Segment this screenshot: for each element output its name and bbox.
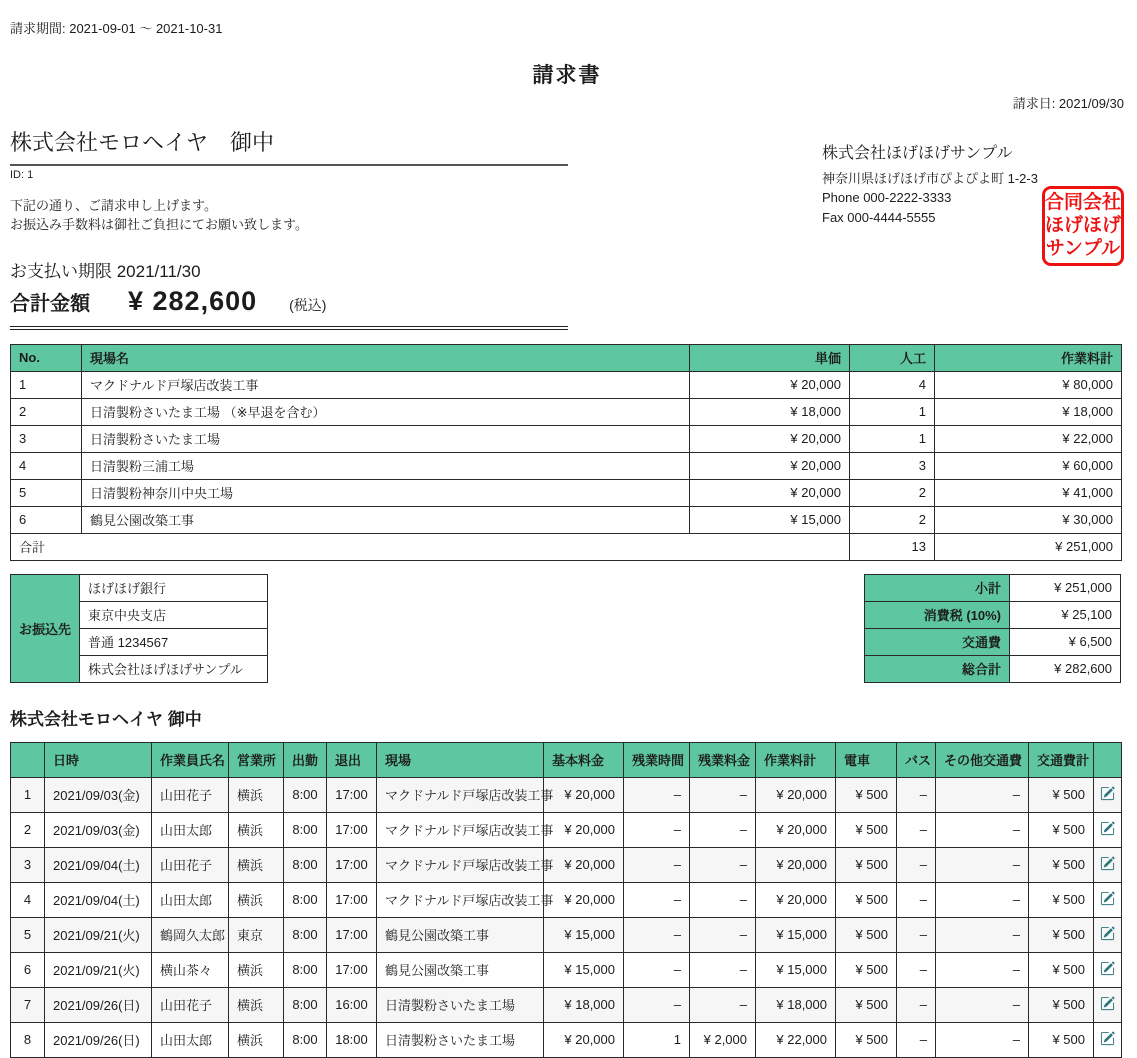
edit-cell <box>1094 812 1122 847</box>
work-total: ¥ 15,000 <box>756 952 836 987</box>
work-log-col-header-overtime-hours: 残業時間 <box>624 742 690 777</box>
bus-fare: – <box>897 952 936 987</box>
transport-total: ¥ 500 <box>1029 952 1094 987</box>
work-total: ¥ 20,000 <box>756 882 836 917</box>
summary-row <box>11 425 1122 452</box>
work-log-row <box>11 952 1122 987</box>
site-name: 日清製粉三浦工場 <box>82 452 690 479</box>
date: 2021/09/26(日) <box>45 1022 152 1057</box>
edit-cell <box>1094 987 1122 1022</box>
totals-row-transport <box>865 628 1121 655</box>
labor-count: 4 <box>850 371 935 398</box>
clock-out: 18:00 <box>327 1022 377 1057</box>
edit-icon[interactable] <box>1100 821 1115 836</box>
work-log-col-header-overtime-fee: 残業料金 <box>690 742 756 777</box>
clock-out: 17:00 <box>327 952 377 987</box>
work-log-section-title: 株式会社モロヘイヤ 御中 <box>10 709 202 729</box>
bank-table <box>10 574 268 683</box>
row-no: 8 <box>11 1022 45 1057</box>
overtime-hours: – <box>624 777 690 812</box>
bank-row <box>11 574 268 601</box>
work-log-col-header-edit <box>1094 742 1122 777</box>
date: 2021/09/04(土) <box>45 847 152 882</box>
work-log-col-header-office: 営業所 <box>229 742 284 777</box>
bank-line: 東京中央支店 <box>80 601 268 628</box>
overtime-fee: – <box>690 952 756 987</box>
grand-total-line <box>10 286 568 330</box>
labor-total: ¥ 80,000 <box>935 371 1122 398</box>
grand-total-amount: ¥ 282,600 <box>128 285 258 316</box>
transport-total: ¥ 500 <box>1029 1022 1094 1057</box>
clock-in: 8:00 <box>284 812 327 847</box>
invoice-notes <box>10 197 568 235</box>
issuer-address: 神奈川県ほげほげ市ぴよぴよ町 1-2-3 <box>822 171 1038 186</box>
unit-price: ¥ 20,000 <box>690 371 850 398</box>
transport-total: ¥ 500 <box>1029 847 1094 882</box>
clock-out: 17:00 <box>327 847 377 882</box>
overtime-hours: 1 <box>624 1022 690 1057</box>
site-name: 鶴見公園改築工事 <box>82 506 690 533</box>
other-transport: – <box>936 987 1029 1022</box>
row-no: 3 <box>11 425 82 452</box>
totals-label-subtotal: 小計 <box>865 574 1010 601</box>
client-name: 株式会社モロヘイヤ 御中 <box>10 126 568 166</box>
edit-icon[interactable] <box>1100 856 1115 871</box>
work-log-col-header-clock-in: 出勤 <box>284 742 327 777</box>
worker-name: 山田花子 <box>152 847 229 882</box>
work-log-col-header-worker-name: 作業員氏名 <box>152 742 229 777</box>
base-fee: ¥ 18,000 <box>544 987 624 1022</box>
other-transport: – <box>936 847 1029 882</box>
site-summary-table <box>10 344 1122 561</box>
work-total: ¥ 18,000 <box>756 987 836 1022</box>
totals-label-grand-total: 総合計 <box>865 655 1010 682</box>
work-log-col-header-transport-total: 交通費計 <box>1029 742 1094 777</box>
row-no: 5 <box>11 917 45 952</box>
overtime-hours: – <box>624 952 690 987</box>
row-no: 1 <box>11 371 82 398</box>
train-fare: ¥ 500 <box>836 882 897 917</box>
summary-col-header-labor-total: 作業料計 <box>935 344 1122 371</box>
clock-in: 8:00 <box>284 987 327 1022</box>
overtime-fee: – <box>690 882 756 917</box>
summary-col-header-labor-count: 人工 <box>850 344 935 371</box>
site: マクドナルド戸塚店改装工事 <box>377 812 544 847</box>
work-log-row <box>11 777 1122 812</box>
office: 横浜 <box>229 952 284 987</box>
labor-total: ¥ 30,000 <box>935 506 1122 533</box>
train-fare: ¥ 500 <box>836 1022 897 1057</box>
summary-row <box>11 371 1122 398</box>
client-block <box>10 126 568 330</box>
totals-table <box>864 574 1121 683</box>
worker-name: 鶴岡久太郎 <box>152 917 229 952</box>
row-no: 4 <box>11 882 45 917</box>
work-log-header-row <box>11 742 1122 777</box>
unit-price: ¥ 20,000 <box>690 452 850 479</box>
site: 日清製粉さいたま工場 <box>377 987 544 1022</box>
overtime-hours: – <box>624 847 690 882</box>
work-total: ¥ 20,000 <box>756 847 836 882</box>
work-log-col-header-work-total: 作業料計 <box>756 742 836 777</box>
train-fare: ¥ 500 <box>836 987 897 1022</box>
clock-in: 8:00 <box>284 882 327 917</box>
work-log-col-header-bus-fare: バス <box>897 742 936 777</box>
row-no: 2 <box>11 398 82 425</box>
totals-value-tax: ¥ 25,100 <box>1010 601 1121 628</box>
work-log-col-header-base-fee: 基本料金 <box>544 742 624 777</box>
worker-name: 山田太郎 <box>152 882 229 917</box>
edit-button[interactable] <box>1100 1034 1115 1049</box>
work-log-col-header-date: 日時 <box>45 742 152 777</box>
other-transport: – <box>936 1022 1029 1057</box>
unit-price: ¥ 20,000 <box>690 425 850 452</box>
labor-total: ¥ 41,000 <box>935 479 1122 506</box>
edit-cell <box>1094 1022 1122 1057</box>
totals-row-tax <box>865 601 1121 628</box>
edit-icon[interactable] <box>1100 926 1115 941</box>
bus-fare: – <box>897 917 936 952</box>
clock-out: 17:00 <box>327 917 377 952</box>
work-log-row <box>11 1022 1122 1057</box>
work-log-row <box>11 847 1122 882</box>
row-no: 6 <box>11 506 82 533</box>
edit-icon[interactable] <box>1100 891 1115 906</box>
edit-icon[interactable] <box>1100 786 1115 801</box>
clock-out: 17:00 <box>327 882 377 917</box>
summary-col-header-site-name: 現場名 <box>82 344 690 371</box>
overtime-hours: – <box>624 987 690 1022</box>
totals-row-grand-total <box>865 655 1121 682</box>
work-total: ¥ 22,000 <box>756 1022 836 1057</box>
tax-included-note: (税込) <box>289 296 327 313</box>
row-no: 7 <box>11 987 45 1022</box>
header-columns <box>10 126 1124 330</box>
base-fee: ¥ 20,000 <box>544 847 624 882</box>
summary-total-row <box>11 533 1122 560</box>
site-name: 日清製粉さいたま工場 （※早退を含む） <box>82 398 690 425</box>
bus-fare: – <box>897 1022 936 1057</box>
site-name: 日清製粉神奈川中央工場 <box>82 479 690 506</box>
mid-section <box>10 574 1121 683</box>
transport-total: ¥ 500 <box>1029 812 1094 847</box>
overtime-fee: – <box>690 812 756 847</box>
bank-label: お振込先 <box>11 574 80 682</box>
worker-name: 山田太郎 <box>152 1022 229 1057</box>
edit-icon[interactable] <box>1100 1031 1115 1046</box>
worker-name: 山田花子 <box>152 777 229 812</box>
overtime-fee: – <box>690 917 756 952</box>
summary-total-label: 合計 <box>11 533 850 560</box>
edit-cell <box>1094 952 1122 987</box>
totals-value-transport: ¥ 6,500 <box>1010 628 1121 655</box>
train-fare: ¥ 500 <box>836 812 897 847</box>
labor-count: 2 <box>850 479 935 506</box>
overtime-fee: – <box>690 777 756 812</box>
work-log-col-header-other-transport: その他交通費 <box>936 742 1029 777</box>
base-fee: ¥ 15,000 <box>544 917 624 952</box>
date: 2021/09/21(火) <box>45 952 152 987</box>
labor-count: 1 <box>850 398 935 425</box>
office: 横浜 <box>229 882 284 917</box>
overtime-fee: – <box>690 847 756 882</box>
bus-fare: – <box>897 777 936 812</box>
office: 横浜 <box>229 847 284 882</box>
office: 横浜 <box>229 812 284 847</box>
page-title: 請求書 <box>532 64 602 87</box>
date: 2021/09/26(日) <box>45 987 152 1022</box>
edit-button[interactable] <box>1100 894 1115 909</box>
work-log-col-header-site: 現場 <box>377 742 544 777</box>
work-log-col-header-clock-out: 退出 <box>327 742 377 777</box>
issuer-fax: Fax 000-4444-5555 <box>822 209 936 225</box>
base-fee: ¥ 20,000 <box>544 1022 624 1057</box>
summary-row <box>11 398 1122 425</box>
unit-price: ¥ 18,000 <box>690 398 850 425</box>
clock-in: 8:00 <box>284 952 327 987</box>
work-total: ¥ 20,000 <box>756 777 836 812</box>
work-log-table <box>10 742 1122 1058</box>
work-log-row <box>11 882 1122 917</box>
site-summary-header-row <box>11 344 1122 371</box>
summary-total-amount: ¥ 251,000 <box>935 533 1122 560</box>
bus-fare: – <box>897 987 936 1022</box>
transport-total: ¥ 500 <box>1029 987 1094 1022</box>
site: マクドナルド戸塚店改装工事 <box>377 777 544 812</box>
overtime-hours: – <box>624 812 690 847</box>
edit-button[interactable] <box>1100 789 1115 804</box>
clock-out: 17:00 <box>327 777 377 812</box>
totals-label-transport: 交通費 <box>865 628 1010 655</box>
edit-cell <box>1094 847 1122 882</box>
clock-in: 8:00 <box>284 777 327 812</box>
base-fee: ¥ 15,000 <box>544 952 624 987</box>
labor-count: 1 <box>850 425 935 452</box>
work-total: ¥ 15,000 <box>756 917 836 952</box>
work-log-row <box>11 987 1122 1022</box>
bus-fare: – <box>897 847 936 882</box>
summary-row <box>11 506 1122 533</box>
row-no: 5 <box>11 479 82 506</box>
summary-col-header-unit-price: 単価 <box>690 344 850 371</box>
stamp-line: 合同会社 <box>1045 192 1122 213</box>
invoice-date: 請求日: 2021/09/30 <box>1012 96 1124 111</box>
totals-value-grand-total: ¥ 282,600 <box>1010 655 1121 682</box>
summary-row <box>11 479 1122 506</box>
site: 日清製粉さいたま工場 <box>377 1022 544 1057</box>
summary-row <box>11 452 1122 479</box>
clock-in: 8:00 <box>284 847 327 882</box>
site-name: マクドナルド戸塚店改装工事 <box>82 371 690 398</box>
overtime-fee: ¥ 2,000 <box>690 1022 756 1057</box>
edit-button[interactable] <box>1100 929 1115 944</box>
row-no: 2 <box>11 812 45 847</box>
clock-out: 16:00 <box>327 987 377 1022</box>
bank-line: ほげほげ銀行 <box>80 574 268 601</box>
office: 横浜 <box>229 1022 284 1057</box>
summary-col-header-row-no: No. <box>11 344 82 371</box>
transport-total: ¥ 500 <box>1029 917 1094 952</box>
date: 2021/09/04(土) <box>45 882 152 917</box>
labor-total: ¥ 60,000 <box>935 452 1122 479</box>
overtime-hours: – <box>624 917 690 952</box>
note-line: お振込み手数料は御社ご負担にてお願い致します。 <box>10 216 308 232</box>
edit-button[interactable] <box>1100 824 1115 839</box>
client-id: ID: 1 <box>10 169 34 181</box>
payment-due: お支払い期限 2021/11/30 <box>10 261 201 281</box>
totals-row-subtotal <box>865 574 1121 601</box>
edit-cell <box>1094 917 1122 952</box>
edit-icon[interactable] <box>1100 961 1115 976</box>
labor-total: ¥ 22,000 <box>935 425 1122 452</box>
transport-total: ¥ 500 <box>1029 777 1094 812</box>
row-no: 6 <box>11 952 45 987</box>
train-fare: ¥ 500 <box>836 917 897 952</box>
edit-button[interactable] <box>1100 859 1115 874</box>
work-log-row <box>11 812 1122 847</box>
note-line: 下記の通り、ご請求申し上げます。 <box>10 198 217 213</box>
issuer-phone: Phone 000-2222-3333 <box>822 190 952 206</box>
work-log-col-header-train-fare: 電車 <box>836 742 897 777</box>
edit-cell <box>1094 777 1122 812</box>
unit-price: ¥ 20,000 <box>690 479 850 506</box>
train-fare: ¥ 500 <box>836 777 897 812</box>
overtime-hours: – <box>624 882 690 917</box>
site: マクドナルド戸塚店改装工事 <box>377 847 544 882</box>
worker-name: 横山茶々 <box>152 952 229 987</box>
date: 2021/09/03(金) <box>45 777 152 812</box>
stamp-line: ほげほげ <box>1045 215 1122 237</box>
bus-fare: – <box>897 812 936 847</box>
unit-price: ¥ 15,000 <box>690 506 850 533</box>
clock-out: 17:00 <box>327 812 377 847</box>
other-transport: – <box>936 812 1029 847</box>
train-fare: ¥ 500 <box>836 952 897 987</box>
site-name: 日清製粉さいたま工場 <box>82 425 690 452</box>
site: 鶴見公園改築工事 <box>377 917 544 952</box>
labor-count: 3 <box>850 452 935 479</box>
labor-total: ¥ 18,000 <box>935 398 1122 425</box>
train-fare: ¥ 500 <box>836 847 897 882</box>
stamp-line: サンプル <box>1045 238 1121 260</box>
work-log-row <box>11 917 1122 952</box>
date: 2021/09/03(金) <box>45 812 152 847</box>
edit-button[interactable] <box>1100 964 1115 979</box>
site: 鶴見公園改築工事 <box>377 952 544 987</box>
overtime-fee: – <box>690 987 756 1022</box>
edit-button[interactable] <box>1100 999 1115 1014</box>
company-stamp <box>1042 186 1124 266</box>
base-fee: ¥ 20,000 <box>544 812 624 847</box>
clock-in: 8:00 <box>284 917 327 952</box>
bank-line: 株式会社ほげほげサンプル <box>80 655 268 682</box>
grand-total-label: 合計金額 <box>10 292 90 315</box>
other-transport: – <box>936 777 1029 812</box>
date: 2021/09/21(火) <box>45 917 152 952</box>
row-no: 1 <box>11 777 45 812</box>
totals-label-tax: 消費税 (10%) <box>865 601 1010 628</box>
office: 東京 <box>229 917 284 952</box>
base-fee: ¥ 20,000 <box>544 777 624 812</box>
summary-total-labor: 13 <box>850 533 935 560</box>
worker-name: 山田太郎 <box>152 812 229 847</box>
edit-icon[interactable] <box>1100 996 1115 1011</box>
bank-line: 普通 1234567 <box>80 628 268 655</box>
labor-count: 2 <box>850 506 935 533</box>
other-transport: – <box>936 882 1029 917</box>
bus-fare: – <box>897 882 936 917</box>
clock-in: 8:00 <box>284 1022 327 1057</box>
transport-total: ¥ 500 <box>1029 882 1094 917</box>
base-fee: ¥ 20,000 <box>544 882 624 917</box>
billing-period: 請求期間: 2021-09-01 ～ 2021-10-31 <box>10 21 223 36</box>
site: マクドナルド戸塚店改装工事 <box>377 882 544 917</box>
other-transport: – <box>936 952 1029 987</box>
work-log-col-header-row-no <box>11 742 45 777</box>
worker-name: 山田花子 <box>152 987 229 1022</box>
office: 横浜 <box>229 777 284 812</box>
edit-cell <box>1094 882 1122 917</box>
office: 横浜 <box>229 987 284 1022</box>
totals-value-subtotal: ¥ 251,000 <box>1010 574 1121 601</box>
row-no: 3 <box>11 847 45 882</box>
work-total: ¥ 20,000 <box>756 812 836 847</box>
row-no: 4 <box>11 452 82 479</box>
issuer-name: 株式会社ほげほげサンプル <box>822 145 1013 162</box>
other-transport: – <box>936 917 1029 952</box>
